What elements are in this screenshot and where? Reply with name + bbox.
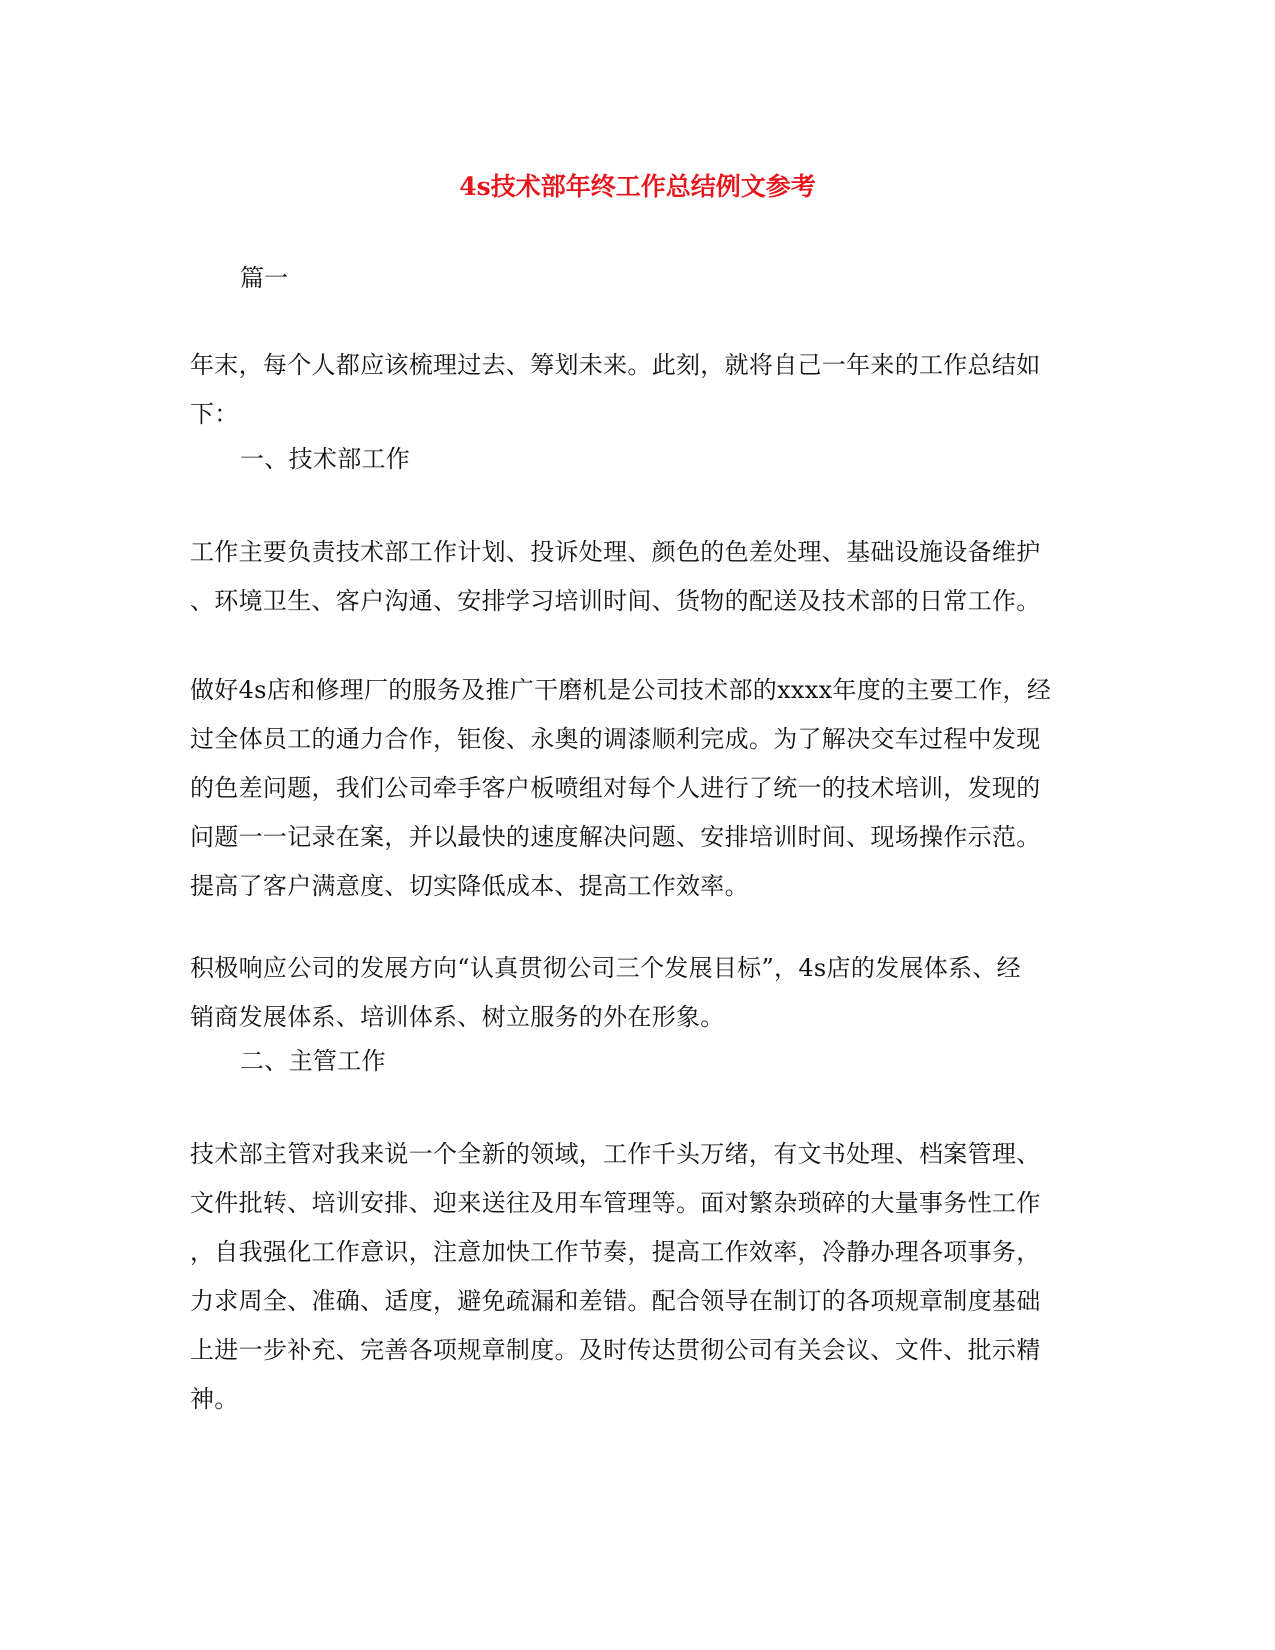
paragraph-supervisor — [190, 1130, 1070, 1424]
paragraph-development — [190, 944, 1070, 1042]
paragraph-line: 工作主要负责技术部工作计划、投诉处理、颜色的色差处理、基础设施设备维护 — [190, 538, 1041, 566]
section-heading — [240, 254, 1120, 303]
paragraph-line: 积极响应公司的发展方向“认真贯彻公司三个发展目标”，4s店的发展体系、经 — [190, 954, 1021, 982]
paragraph-responsibilities — [190, 528, 1070, 626]
paragraph-line: 、环境卫生、客户沟通、安排学习培训时间、货物的配送及技术部的日常工作。 — [190, 587, 1041, 615]
paragraph-line: 销商发展体系、培训体系、树立服务的外在形象。 — [190, 1003, 725, 1031]
paragraph-line: 文件批转、培训安排、迎来送往及用车管理等。面对繁杂琐碎的大量事务性工作 — [190, 1189, 1041, 1217]
heading-technical-department — [240, 435, 1120, 484]
heading-text: 一、技术部工作 — [240, 445, 411, 473]
paragraph-line: 提高了客户满意度、切实降低成本、提高工作效率。 — [190, 872, 749, 900]
paragraph-line: 神。 — [190, 1385, 239, 1413]
paragraph-line: 上进一步补充、完善各项规章制度。及时传达贯彻公司有关会议、文件、批示精 — [190, 1336, 1041, 1364]
paragraph-main-work — [190, 666, 1070, 911]
paragraph-line: 技术部主管对我来说一个全新的领域，工作千头万绪，有文书处理、档案管理、 — [190, 1140, 1041, 1168]
paragraph-line: ，自我强化工作意识，注意加快工作节奏，提高工作效率，冷静办理各项事务， — [190, 1238, 1041, 1266]
paragraph-line: 做好4s店和修理厂的服务及推广干磨机是公司技术部的xxxx年度的主要工作，经 — [190, 676, 1052, 704]
paragraph-line: 下： — [190, 400, 239, 428]
paragraph-line: 力求周全、准确、适度，避免疏漏和差错。配合领导在制订的各项规章制度基础 — [190, 1287, 1041, 1315]
heading-text: 二、主管工作 — [240, 1047, 386, 1075]
paragraph-line: 的色差问题，我们公司牵手客户板喷组对每个人进行了统一的技术培训，发现的 — [190, 774, 1041, 802]
paragraph-line: 问题一一记录在案，并以最快的速度解决问题、安排培训时间、现场操作示范。 — [190, 823, 1041, 851]
section-heading-text: 篇一 — [240, 264, 289, 292]
heading-supervisor-work — [240, 1037, 1120, 1086]
intro-paragraph — [190, 341, 1070, 439]
paragraph-line: 年末，每个人都应该梳理过去、筹划未来。此刻，就将自己一年来的工作总结如 — [190, 351, 1041, 379]
document-title: 4s技术部年终工作总结例文参考 — [459, 172, 816, 201]
paragraph-line: 过全体员工的通力合作，钜俊、永奥的调漆顺利完成。为了解决交车过程中发现 — [190, 725, 1041, 753]
